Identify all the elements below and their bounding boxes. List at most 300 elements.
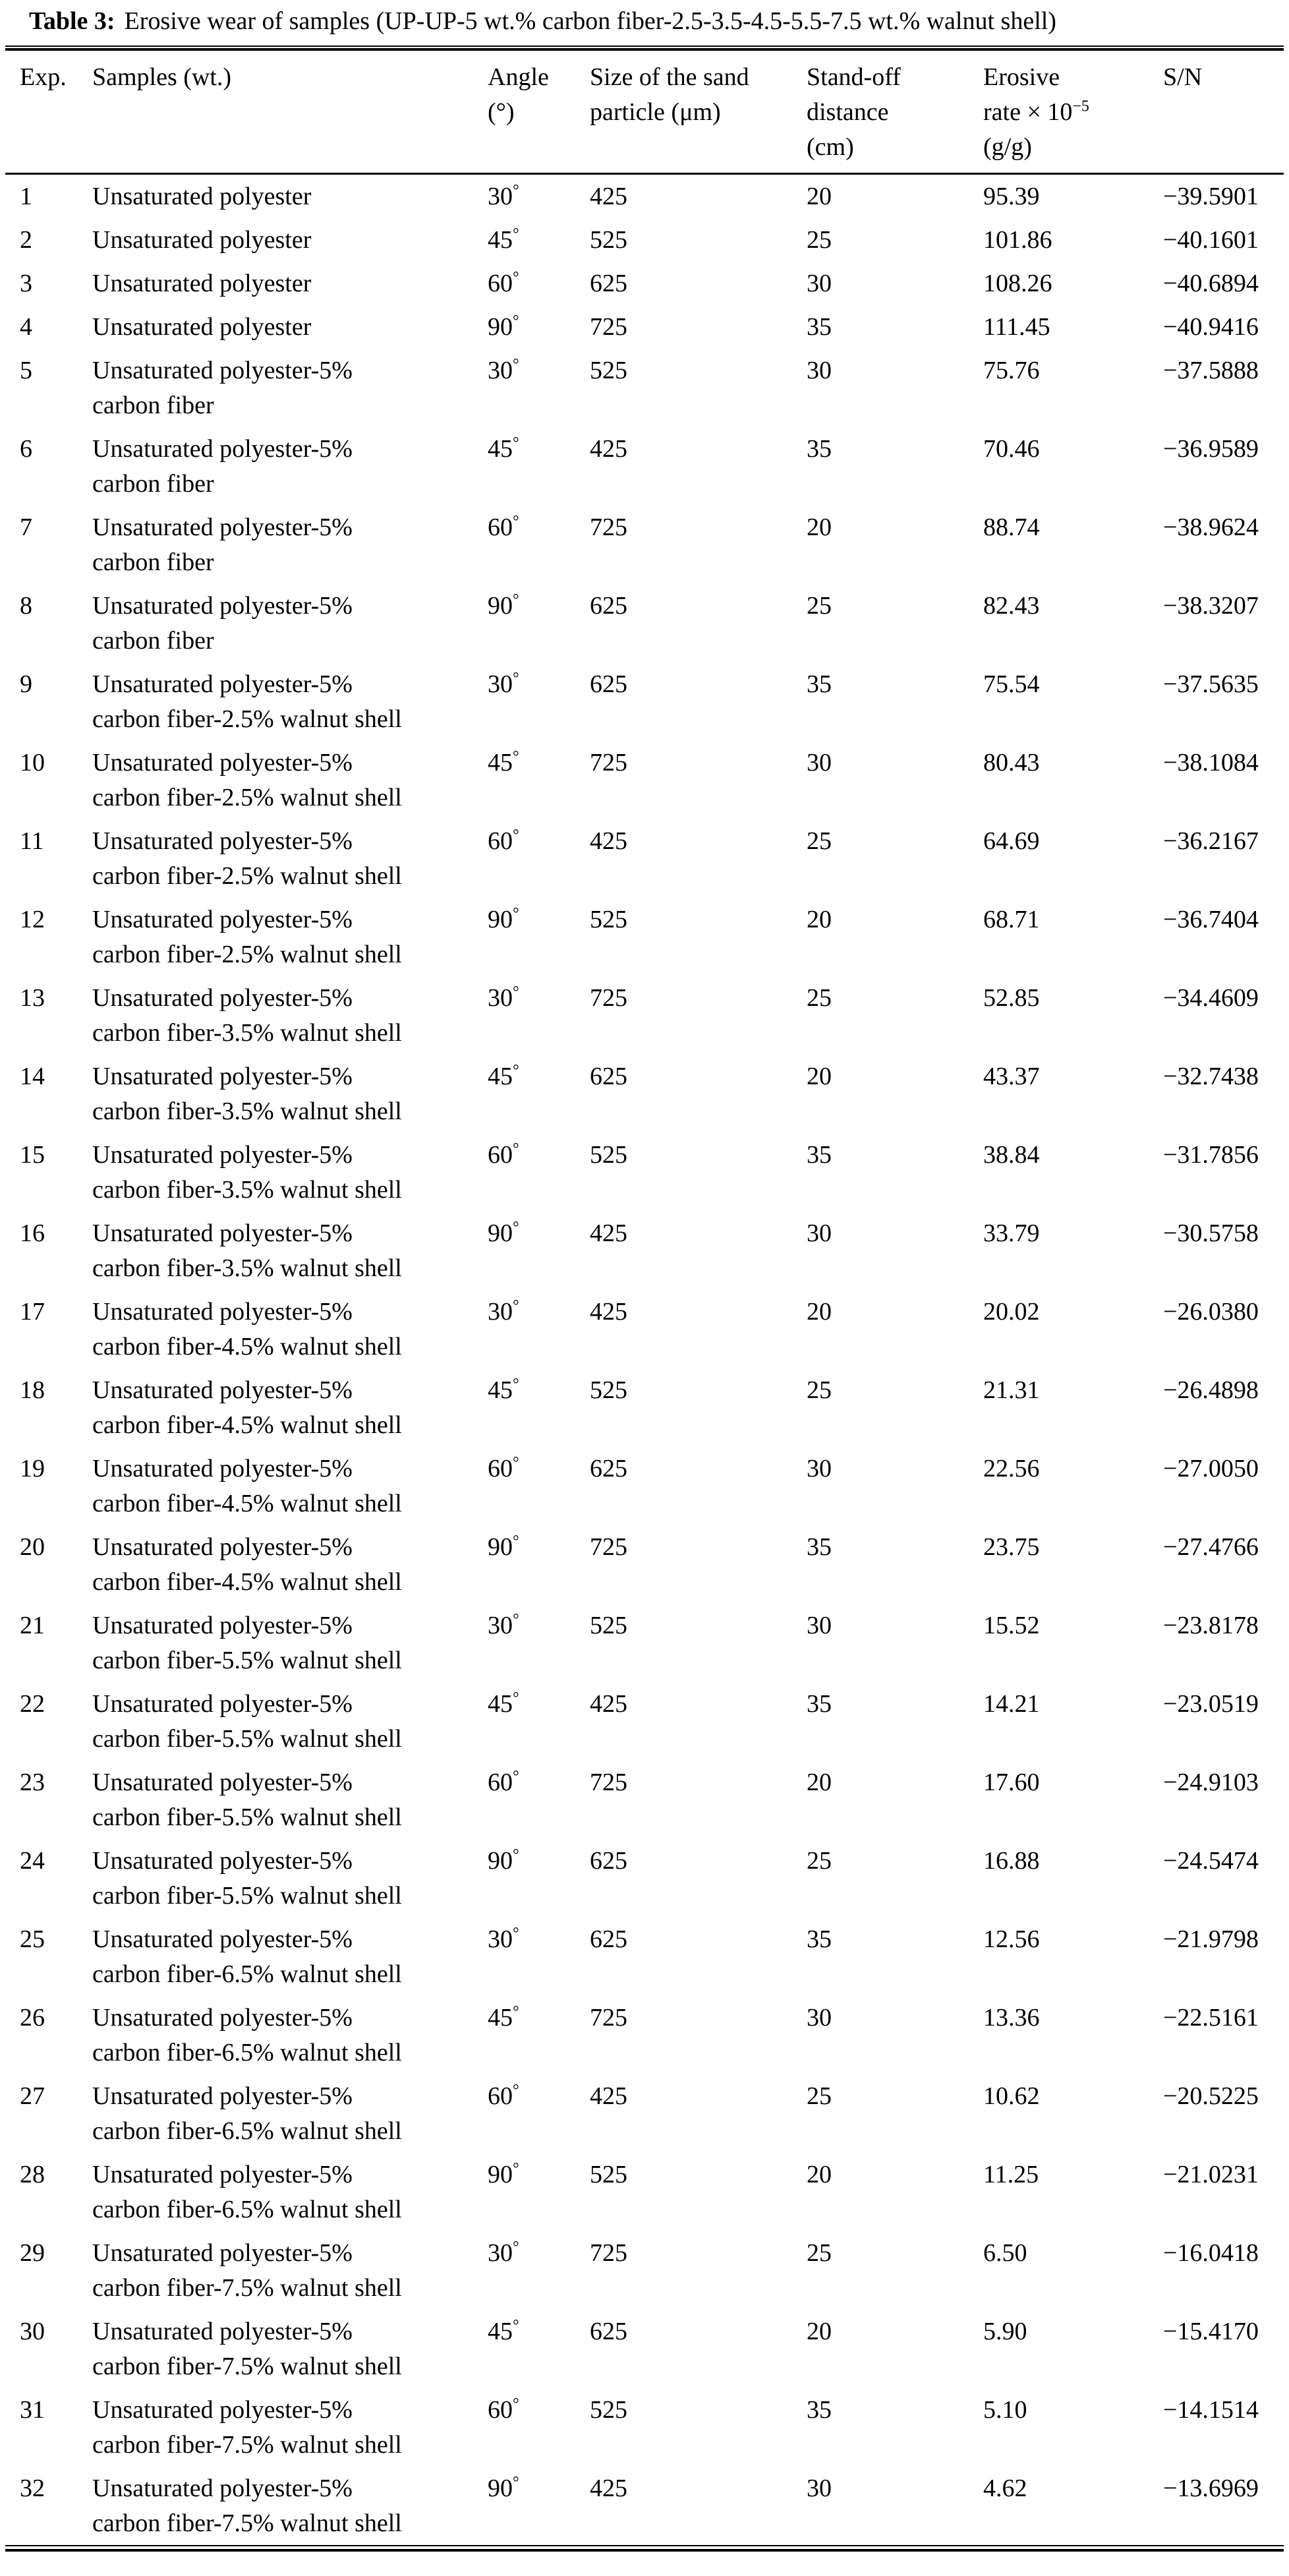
cell-angle: 90° xyxy=(488,1219,519,1247)
cell-erosive: 38.84 xyxy=(983,1141,1040,1169)
cell-standoff: 35 xyxy=(807,2396,832,2424)
cell-samples: Unsaturated polyester-5% carbon fiber-5.5% walnut shell xyxy=(92,1847,402,1910)
cell-erosive: 6.50 xyxy=(983,2239,1027,2267)
cell-exp: 27 xyxy=(20,2082,45,2110)
superscript: ° xyxy=(513,591,519,609)
cell-samples: Unsaturated polyester-5% carbon fiber-5.5% walnut shell xyxy=(92,1769,402,1831)
cell-erosive: 101.86 xyxy=(983,226,1052,254)
superscript: ° xyxy=(513,1846,519,1864)
cell-standoff: 20 xyxy=(807,1063,832,1090)
cell-samples: Unsaturated polyester-5% carbon fiber-4.5% walnut shell xyxy=(92,1298,402,1361)
superscript: ° xyxy=(513,670,519,688)
table-row xyxy=(5,2310,1284,2388)
cell-size: 725 xyxy=(590,749,627,776)
cell-erosive: 4.62 xyxy=(983,2474,1027,2502)
table-caption xyxy=(29,4,1284,39)
cell-angle: 45° xyxy=(488,225,519,254)
cell-size: 525 xyxy=(590,906,627,933)
cell-samples: Unsaturated polyester-5% carbon fiber-7.5% walnut shell xyxy=(92,2318,402,2380)
cell-angle: 30° xyxy=(488,2239,519,2267)
cell-sn: −15.4170 xyxy=(1163,2318,1259,2345)
cell-sn: −38.9624 xyxy=(1163,513,1259,541)
cell-exp: 3 xyxy=(20,270,32,297)
cell-angle: 45° xyxy=(488,2003,519,2032)
superscript: ° xyxy=(513,182,519,200)
table-row xyxy=(5,427,1284,506)
table-row xyxy=(5,2074,1284,2153)
header-cell-samples: Samples (wt.) xyxy=(92,51,488,174)
cell-standoff: 20 xyxy=(807,513,832,541)
cell-angle: 60° xyxy=(488,2082,519,2110)
table-row xyxy=(5,819,1284,898)
cell-samples: Unsaturated polyester-5% carbon fiber xyxy=(92,435,353,498)
superscript: ° xyxy=(513,1533,519,1550)
cell-exp: 12 xyxy=(20,906,45,933)
cell-angle: 90° xyxy=(488,312,519,341)
cell-exp: 13 xyxy=(20,984,45,1012)
cell-samples: Unsaturated polyester-5% carbon fiber-4.5% walnut shell xyxy=(92,1455,402,1517)
cell-size: 425 xyxy=(590,435,627,463)
cell-erosive: 23.75 xyxy=(983,1533,1040,1561)
cell-erosive: 14.21 xyxy=(983,1690,1040,1718)
cell-angle: 30° xyxy=(488,182,519,210)
cell-size: 625 xyxy=(590,270,627,297)
cell-erosive: 22.56 xyxy=(983,1455,1040,1482)
cell-exp: 14 xyxy=(20,1063,45,1090)
table-row xyxy=(5,305,1284,349)
cell-size: 525 xyxy=(590,226,627,254)
cell-size: 725 xyxy=(590,1533,627,1561)
table-top-rule xyxy=(5,45,1284,51)
table-row xyxy=(5,1055,1284,1133)
cell-size: 625 xyxy=(590,1847,627,1875)
cell-sn: −30.5758 xyxy=(1163,1219,1259,1247)
cell-angle: 90° xyxy=(488,2160,519,2188)
superscript: ° xyxy=(513,1768,519,1786)
cell-exp: 5 xyxy=(20,357,32,384)
cell-samples: Unsaturated polyester-5% carbon fiber-6.5% walnut shell xyxy=(92,2004,402,2066)
cell-exp: 29 xyxy=(20,2239,45,2267)
cell-standoff: 25 xyxy=(807,2239,832,2267)
cell-erosive: 95.39 xyxy=(983,183,1040,210)
table-row xyxy=(5,2153,1284,2231)
cell-exp: 26 xyxy=(20,2004,45,2032)
cell-erosive: 80.43 xyxy=(983,749,1040,776)
cell-standoff: 30 xyxy=(807,1219,832,1247)
table-row xyxy=(5,1839,1284,1917)
cell-size: 425 xyxy=(590,2082,627,2110)
header-cell-exp: Exp. xyxy=(5,51,92,174)
cell-standoff: 35 xyxy=(807,1533,832,1561)
superscript: ° xyxy=(513,2474,519,2492)
superscript: ° xyxy=(513,905,519,923)
table-row xyxy=(5,349,1284,427)
cell-angle: 45° xyxy=(488,2317,519,2345)
cell-angle: 60° xyxy=(488,1454,519,1482)
cell-samples: Unsaturated polyester-5% carbon fiber-2.5% walnut shell xyxy=(92,827,402,890)
cell-samples: Unsaturated polyester-5% carbon fiber-6.5% walnut shell xyxy=(92,2161,402,2223)
cell-erosive: 82.43 xyxy=(983,592,1040,620)
cell-samples: Unsaturated polyester-5% carbon fiber-4.5% walnut shell xyxy=(92,1376,402,1439)
table-body xyxy=(5,174,1284,2546)
cell-sn: −20.5225 xyxy=(1163,2082,1259,2110)
superscript: ° xyxy=(513,1611,519,1629)
cell-size: 625 xyxy=(590,1455,627,1482)
cell-exp: 25 xyxy=(20,1925,45,1953)
cell-sn: −36.2167 xyxy=(1163,827,1259,855)
cell-exp: 11 xyxy=(20,827,44,855)
superscript: ° xyxy=(513,2239,519,2256)
cell-erosive: 5.10 xyxy=(983,2396,1027,2424)
cell-angle: 60° xyxy=(488,2395,519,2424)
cell-standoff: 30 xyxy=(807,270,832,297)
cell-standoff: 35 xyxy=(807,1141,832,1169)
cell-sn: −36.9589 xyxy=(1163,435,1259,463)
cell-exp: 24 xyxy=(20,1847,45,1875)
cell-angle: 60° xyxy=(488,269,519,297)
cell-size: 725 xyxy=(590,313,627,341)
cell-size: 725 xyxy=(590,2004,627,2032)
table-row xyxy=(5,262,1284,305)
table-row xyxy=(5,1368,1284,1447)
superscript: ° xyxy=(513,434,519,452)
cell-sn: −31.7856 xyxy=(1163,1141,1259,1169)
table-row xyxy=(5,2467,1284,2545)
cell-samples: Unsaturated polyester-5% carbon fiber-2.5% walnut shell xyxy=(92,749,402,811)
cell-sn: −37.5888 xyxy=(1163,357,1259,384)
cell-samples: Unsaturated polyester-5% carbon fiber-3.5% walnut shell xyxy=(92,1219,402,1282)
table-row xyxy=(5,1996,1284,2074)
cell-sn: −13.6969 xyxy=(1163,2474,1259,2502)
table-row xyxy=(5,1682,1284,1761)
cell-exp: 19 xyxy=(20,1455,45,1482)
cell-erosive: 13.36 xyxy=(983,2004,1040,2032)
table-row xyxy=(5,1290,1284,1368)
cell-sn: −21.0231 xyxy=(1163,2161,1259,2188)
cell-size: 525 xyxy=(590,357,627,384)
cell-exp: 21 xyxy=(20,1612,45,1639)
superscript: ° xyxy=(513,225,519,243)
cell-sn: −37.5635 xyxy=(1163,670,1259,698)
cell-standoff: 30 xyxy=(807,2474,832,2502)
cell-sn: −40.1601 xyxy=(1163,226,1259,254)
cell-sn: −40.9416 xyxy=(1163,313,1259,341)
table-row xyxy=(5,174,1284,219)
cell-samples: Unsaturated polyester-5% carbon fiber-5.5% walnut shell xyxy=(92,1690,402,1753)
cell-sn: −23.8178 xyxy=(1163,1612,1259,1639)
cell-standoff: 20 xyxy=(807,906,832,933)
superscript: ° xyxy=(513,2003,519,2021)
cell-sn: −40.6894 xyxy=(1163,270,1259,297)
cell-exp: 17 xyxy=(20,1298,45,1326)
table-row xyxy=(5,1212,1284,1290)
cell-erosive: 11.25 xyxy=(983,2161,1039,2188)
cell-erosive: 52.85 xyxy=(983,984,1040,1012)
cell-exp: 10 xyxy=(20,749,45,776)
superscript: ° xyxy=(513,1925,519,1943)
table-head xyxy=(5,51,1284,174)
table-bottom-rule xyxy=(5,2545,1284,2552)
cell-samples: Unsaturated polyester-5% carbon fiber-3.5% walnut shell xyxy=(92,1063,402,1125)
cell-size: 625 xyxy=(590,1063,627,1090)
cell-sn: −38.1084 xyxy=(1163,749,1259,776)
cell-size: 525 xyxy=(590,2396,627,2424)
cell-angle: 90° xyxy=(488,1846,519,1875)
cell-standoff: 20 xyxy=(807,2161,832,2188)
cell-samples: Unsaturated polyester-5% carbon fiber-5.5% walnut shell xyxy=(92,1612,402,1674)
cell-standoff: 30 xyxy=(807,357,832,384)
cell-angle: 90° xyxy=(488,591,519,620)
cell-samples: Unsaturated polyester-5% carbon fiber-6.5% walnut shell xyxy=(92,2082,402,2145)
cell-size: 625 xyxy=(590,670,627,698)
cell-angle: 45° xyxy=(488,748,519,776)
cell-angle: 90° xyxy=(488,2474,519,2502)
cell-erosive: 75.54 xyxy=(983,670,1040,698)
cell-size: 525 xyxy=(590,1141,627,1169)
cell-standoff: 30 xyxy=(807,749,832,776)
superscript: ° xyxy=(513,827,519,844)
cell-standoff: 20 xyxy=(807,1769,832,1796)
cell-standoff: 30 xyxy=(807,2004,832,2032)
cell-erosive: 70.46 xyxy=(983,435,1040,463)
cell-size: 625 xyxy=(590,592,627,620)
cell-sn: −26.4898 xyxy=(1163,1376,1259,1404)
cell-angle: 30° xyxy=(488,1925,519,1953)
superscript: ° xyxy=(513,1689,519,1707)
cell-samples: Unsaturated polyester-5% carbon fiber-4.5% walnut shell xyxy=(92,1533,402,1596)
table-row xyxy=(5,976,1284,1055)
header-cell-erosive: Erosive rate × $10^{-5}$ (g/g) xyxy=(983,51,1163,174)
cell-size: 425 xyxy=(590,183,627,210)
cell-samples: Unsaturated polyester-5% carbon fiber-3.5% walnut shell xyxy=(92,984,402,1047)
cell-sn: −39.5901 xyxy=(1163,183,1259,210)
cell-samples: Unsaturated polyester xyxy=(92,313,312,341)
header-cell-standoff: Stand-off distance (cm) xyxy=(807,51,983,174)
superscript: ° xyxy=(513,748,519,766)
cell-standoff: 25 xyxy=(807,1847,832,1875)
cell-size: 725 xyxy=(590,984,627,1012)
cell-samples: Unsaturated polyester-5% carbon fiber xyxy=(92,592,353,655)
cell-standoff: 20 xyxy=(807,2318,832,2345)
cell-exp: 9 xyxy=(20,670,32,698)
table-row xyxy=(5,662,1284,741)
cell-standoff: 35 xyxy=(807,1690,832,1718)
cell-angle: 60° xyxy=(488,827,519,855)
cell-erosive: 68.71 xyxy=(983,906,1040,933)
cell-erosive: 12.56 xyxy=(983,1925,1040,1953)
cell-sn: −38.3207 xyxy=(1163,592,1259,620)
cell-standoff: 25 xyxy=(807,984,832,1012)
table-header-row xyxy=(5,51,1284,174)
cell-sn: −21.9798 xyxy=(1163,1925,1259,1953)
cell-erosive: 21.31 xyxy=(983,1376,1040,1404)
cell-size: 725 xyxy=(590,1769,627,1796)
cell-standoff: 25 xyxy=(807,827,832,855)
cell-standoff: 25 xyxy=(807,2082,832,2110)
cell-angle: 30° xyxy=(488,356,519,384)
cell-samples: Unsaturated polyester-5% carbon fiber-2.5% walnut shell xyxy=(92,906,402,968)
superscript: ° xyxy=(513,312,519,330)
table-row xyxy=(5,218,1284,262)
cell-erosive: 16.88 xyxy=(983,1847,1040,1875)
cell-standoff: 25 xyxy=(807,226,832,254)
table-row xyxy=(5,1761,1284,1839)
table-row xyxy=(5,1525,1284,1604)
cell-sn: −26.0380 xyxy=(1163,1298,1259,1326)
cell-samples: Unsaturated polyester-5% carbon fiber-6.5% walnut shell xyxy=(92,1925,402,1988)
cell-exp: 30 xyxy=(20,2318,45,2345)
cell-exp: 23 xyxy=(20,1769,45,1796)
cell-standoff: 25 xyxy=(807,1376,832,1404)
cell-erosive: 88.74 xyxy=(983,513,1040,541)
table-row xyxy=(5,2231,1284,2310)
superscript: ° xyxy=(513,1140,519,1158)
superscript: −5 xyxy=(1072,98,1089,115)
cell-exp: 7 xyxy=(20,513,32,541)
cell-erosive: 64.69 xyxy=(983,827,1040,855)
cell-sn: −14.1514 xyxy=(1163,2396,1259,2424)
cell-sn: −32.7438 xyxy=(1163,1063,1259,1090)
cell-samples: Unsaturated polyester-5% carbon fiber-7.5% walnut shell xyxy=(92,2239,402,2302)
cell-erosive: 5.90 xyxy=(983,2318,1027,2345)
cell-exp: 32 xyxy=(20,2474,45,2502)
cell-angle: 45° xyxy=(488,1062,519,1090)
cell-samples: Unsaturated polyester-5% carbon fiber-7.5% walnut shell xyxy=(92,2396,402,2459)
superscript: ° xyxy=(513,513,519,531)
table-row xyxy=(5,898,1284,976)
cell-angle: 60° xyxy=(488,1140,519,1169)
cell-exp: 2 xyxy=(20,226,32,254)
cell-standoff: 35 xyxy=(807,1925,832,1953)
table-caption-text: Erosive wear of samples (UP-UP-5 wt.% carbon fiber-2.5-3.5-4.5-5.5-7.5 wt.% walnut shell) xyxy=(124,7,1056,35)
cell-erosive: 75.76 xyxy=(983,357,1040,384)
cell-size: 725 xyxy=(590,2239,627,2267)
cell-sn: −16.0418 xyxy=(1163,2239,1259,2267)
cell-exp: 8 xyxy=(20,592,32,620)
cell-samples: Unsaturated polyester-5% carbon fiber-3.5% walnut shell xyxy=(92,1141,402,1204)
table-row xyxy=(5,506,1284,584)
cell-samples: Unsaturated polyester-5% carbon fiber-2.5% walnut shell xyxy=(92,670,402,733)
cell-standoff: 30 xyxy=(807,1455,832,1482)
cell-size: 625 xyxy=(590,1925,627,1953)
cell-erosive: 33.79 xyxy=(983,1219,1040,1247)
cell-angle: 45° xyxy=(488,1689,519,1718)
cell-samples: Unsaturated polyester xyxy=(92,270,312,297)
cell-sn: −24.9103 xyxy=(1163,1769,1259,1796)
cell-size: 425 xyxy=(590,827,627,855)
superscript: ° xyxy=(513,1376,519,1393)
cell-samples: Unsaturated polyester-5% carbon fiber xyxy=(92,357,353,419)
cell-sn: −22.5161 xyxy=(1163,2004,1259,2032)
cell-exp: 20 xyxy=(20,1533,45,1561)
cell-size: 425 xyxy=(590,2474,627,2502)
cell-erosive: 17.60 xyxy=(983,1769,1040,1796)
superscript: ° xyxy=(513,2160,519,2178)
table-row xyxy=(5,741,1284,819)
cell-sn: −27.0050 xyxy=(1163,1455,1259,1482)
cell-sn: −27.4766 xyxy=(1163,1533,1259,1561)
superscript: ° xyxy=(513,2082,519,2099)
cell-angle: 60° xyxy=(488,1768,519,1796)
header-cell-sn: S/N xyxy=(1163,51,1284,174)
cell-exp: 18 xyxy=(20,1376,45,1404)
cell-size: 725 xyxy=(590,513,627,541)
cell-size: 425 xyxy=(590,1298,627,1326)
superscript: ° xyxy=(513,1062,519,1080)
cell-exp: 1 xyxy=(20,183,32,210)
cell-standoff: 35 xyxy=(807,435,832,463)
superscript: ° xyxy=(513,2395,519,2413)
cell-samples: Unsaturated polyester-5% carbon fiber-7.5% walnut shell xyxy=(92,2474,402,2537)
cell-angle: 30° xyxy=(488,1297,519,1326)
cell-size: 525 xyxy=(590,1612,627,1639)
cell-erosive: 15.52 xyxy=(983,1612,1040,1639)
table-row xyxy=(5,1604,1284,1682)
cell-standoff: 20 xyxy=(807,183,832,210)
cell-exp: 15 xyxy=(20,1141,45,1169)
cell-size: 625 xyxy=(590,2318,627,2345)
cell-sn: −23.0519 xyxy=(1163,1690,1259,1718)
erosive-wear-table xyxy=(5,51,1284,2545)
cell-sn: −36.7404 xyxy=(1163,906,1259,933)
superscript: ° xyxy=(513,2317,519,2335)
cell-erosive: 20.02 xyxy=(983,1298,1040,1326)
cell-standoff: 20 xyxy=(807,1298,832,1326)
cell-size: 425 xyxy=(590,1690,627,1718)
table-row xyxy=(5,584,1284,662)
cell-exp: 4 xyxy=(20,313,32,341)
cell-angle: 45° xyxy=(488,1376,519,1404)
superscript: ° xyxy=(513,356,519,374)
superscript: ° xyxy=(513,1297,519,1315)
table-row xyxy=(5,1447,1284,1525)
superscript: ° xyxy=(513,983,519,1001)
cell-angle: 30° xyxy=(488,1611,519,1639)
cell-angle: 90° xyxy=(488,905,519,933)
cell-angle: 30° xyxy=(488,670,519,698)
cell-angle: 30° xyxy=(488,983,519,1012)
cell-size: 425 xyxy=(590,1219,627,1247)
header-cell-size: Size of the sand particle (μm) xyxy=(590,51,807,174)
cell-samples: Unsaturated polyester xyxy=(92,183,312,210)
cell-standoff: 35 xyxy=(807,313,832,341)
cell-sn: −24.5474 xyxy=(1163,1847,1259,1875)
cell-exp: 28 xyxy=(20,2161,45,2188)
cell-size: 525 xyxy=(590,2161,627,2188)
cell-erosive: 108.26 xyxy=(983,270,1052,297)
cell-exp: 16 xyxy=(20,1219,45,1247)
header-cell-angle: Angle (°) xyxy=(488,51,590,174)
cell-size: 525 xyxy=(590,1376,627,1404)
cell-exp: 6 xyxy=(20,435,32,463)
superscript: ° xyxy=(513,1219,519,1237)
cell-samples: Unsaturated polyester-5% carbon fiber xyxy=(92,513,353,576)
cell-samples: Unsaturated polyester xyxy=(92,226,312,254)
cell-erosive: 43.37 xyxy=(983,1063,1040,1090)
superscript: ° xyxy=(513,1454,519,1472)
cell-standoff: 30 xyxy=(807,1612,832,1639)
table-row xyxy=(5,1917,1284,1996)
cell-standoff: 35 xyxy=(807,670,832,698)
cell-angle: 90° xyxy=(488,1533,519,1561)
table-row xyxy=(5,1133,1284,1212)
cell-erosive: 10.62 xyxy=(983,2082,1040,2110)
table-row xyxy=(5,2388,1284,2467)
cell-angle: 45° xyxy=(488,434,519,463)
cell-sn: −34.4609 xyxy=(1163,984,1259,1012)
cell-angle: 60° xyxy=(488,513,519,541)
cell-exp: 22 xyxy=(20,1690,45,1718)
